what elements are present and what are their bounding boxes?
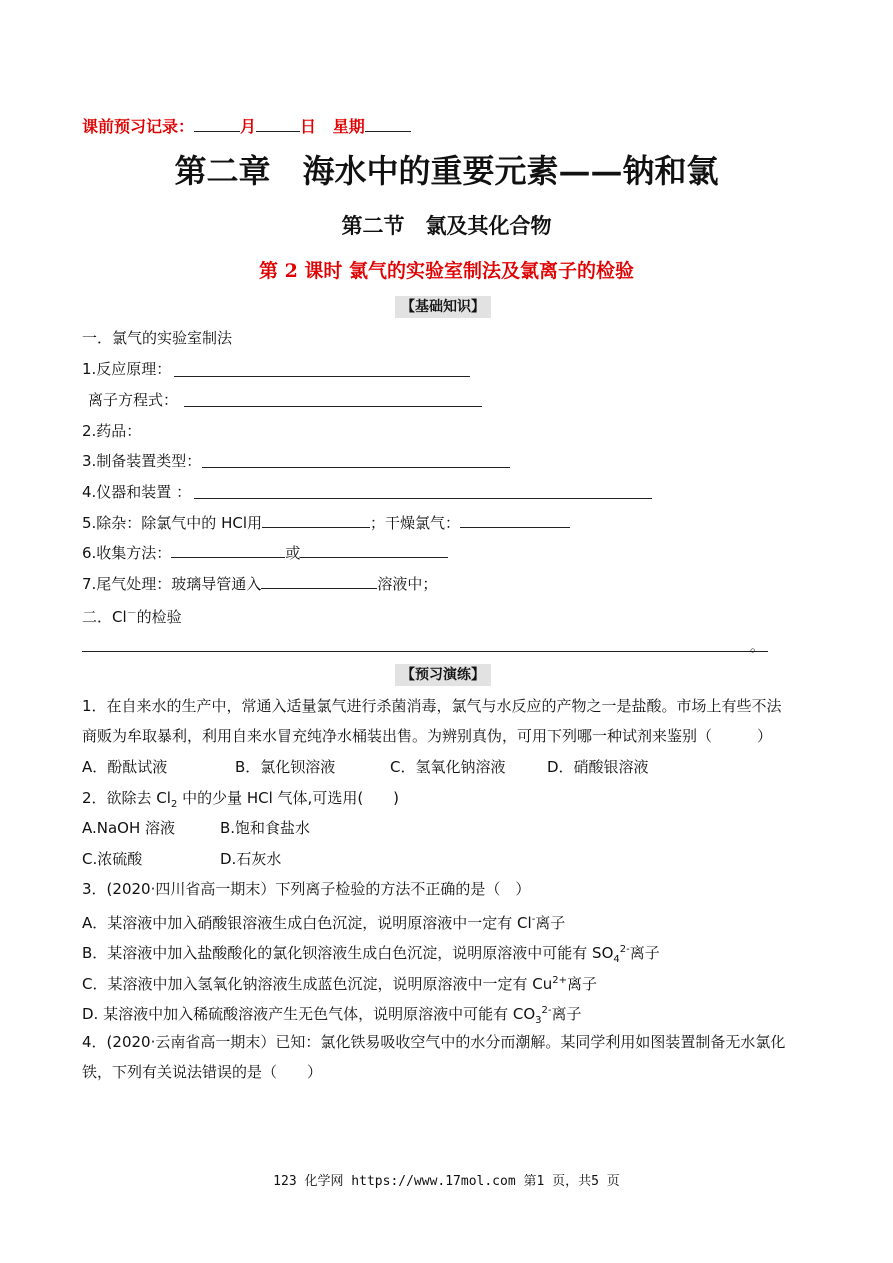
practice-tag: 【预习演练】 — [395, 664, 491, 686]
item-6-row — [82, 543, 448, 563]
day-blank[interactable] — [256, 117, 300, 132]
q1-option-d[interactable]: D．硝酸银溶液 — [547, 758, 649, 776]
part2-title-b: 的检验 — [136, 608, 182, 626]
part2-sup: － — [126, 608, 137, 619]
weekday-label: 星期 — [332, 117, 365, 136]
item-3-label: 3.制备装置类型： — [82, 452, 202, 470]
month-label: 月 — [240, 117, 257, 136]
part2-title — [82, 604, 182, 627]
q3-a-sup: - — [531, 914, 536, 925]
item-7-row — [82, 574, 437, 594]
day-label: 日 — [300, 117, 317, 136]
q1-option-a[interactable]: A．酚酞试液 — [82, 758, 168, 776]
item-5-dry-blank[interactable] — [460, 513, 570, 528]
q2-stem-b: 中的少量 HCl 气体,可选用( ) — [177, 789, 400, 807]
item-1-label: 1.反应原理： — [82, 360, 172, 378]
q2-option-a[interactable]: A.NaOH 溶液 — [82, 819, 176, 837]
item-5-row — [82, 513, 570, 533]
q3-option-a[interactable] — [82, 910, 565, 933]
item-6-label: 6.收集方法： — [82, 544, 172, 562]
item-5-dry-label: ；干燥氯气： — [370, 514, 461, 532]
record-prefix: 课前预习记录： — [82, 117, 195, 136]
item-2-label: 2.药品： — [82, 422, 142, 440]
q1-option-b[interactable]: B．氯化钡溶液 — [235, 758, 336, 776]
part2-period: 。 — [750, 637, 766, 655]
item-7-blank[interactable] — [261, 574, 377, 589]
item-6-blank-1[interactable] — [171, 543, 285, 558]
item-7-label: 7.尾气处理：玻璃导管通入 — [82, 575, 262, 593]
q3-d-text: D. 某溶液中加入稀硫酸溶液产生无色气体，说明原溶液中可能有 CO — [82, 1005, 536, 1023]
q4-line-1: 4．(2020·云南省高一期末）已知：氯化铁易吸收空气中的水分而潮解。某同学利用如图装置制备无水氯化 — [82, 1033, 786, 1051]
item-6-or: 或 — [285, 544, 301, 562]
q4-line-2: 铁，下列有关说法错误的是（ ） — [82, 1063, 323, 1081]
q3-d-sup: 2- — [541, 1005, 552, 1016]
q2-stem — [82, 788, 399, 815]
q3-c-sup: 2+ — [552, 975, 567, 986]
q2-stem-sub: 2 — [170, 799, 178, 810]
q3-stem: 3．(2020·四川省高一期末）下列离子检验的方法不正确的是（ ） — [82, 880, 531, 898]
item-6-blank-2[interactable] — [300, 543, 448, 558]
chapter-title: 第二章 海水中的重要元素——钠和氯 — [174, 152, 719, 190]
part2-answer-line[interactable] — [82, 651, 768, 652]
item-4-label: 4.仪器和装置 ： — [82, 483, 192, 501]
q3-b-sub: 4 — [613, 954, 620, 965]
item-1b-answer-line[interactable] — [184, 406, 482, 407]
weekday-blank[interactable] — [365, 117, 411, 132]
q3-c-text: C．某溶液中加入氢氧化钠溶液生成蓝色沉淀，说明原溶液中一定有 Cu — [82, 975, 553, 993]
q3-d-sub: 3 — [535, 1015, 542, 1026]
item-5-label: 5.除杂：除氯气中的 HCl用 — [82, 514, 263, 532]
q3-option-d[interactable] — [82, 1001, 582, 1031]
item-5-hcl-blank[interactable] — [262, 513, 370, 528]
q2-option-b[interactable]: B.饱和食盐水 — [220, 819, 311, 837]
item-3-answer-line[interactable] — [202, 467, 510, 468]
q2-stem-a: 2．欲除去 Cl — [82, 789, 171, 807]
q3-b-suffix: 离子 — [629, 944, 660, 962]
q2-option-c[interactable]: C.浓硫酸 — [82, 850, 143, 868]
record-line — [82, 114, 411, 137]
part2-title-a: 二．Cl — [82, 608, 127, 626]
page-footer: 123 化学网 https://www.17mol.com 第1 页，共5 页 — [273, 1174, 620, 1189]
q3-d-suffix: 离子 — [551, 1005, 582, 1023]
item-1b-label: 离子方程式： — [88, 391, 179, 409]
q1-line-1: 1．在自来水的生产中，常通入适量氯气进行杀菌消毒，氯气与水反应的产物之一是盐酸。市场上有些不法 — [82, 697, 782, 715]
section-title: 第二节 氯及其化合物 — [341, 213, 552, 238]
q3-b-text: B．某溶液中加入盐酸酸化的氯化钡溶液生成白色沉淀，说明原溶液中可能有 SO — [82, 944, 614, 962]
q2-option-d[interactable]: D.石灰水 — [220, 850, 282, 868]
basic-knowledge-tag: 【基础知识】 — [395, 296, 491, 318]
q3-option-b[interactable] — [82, 940, 660, 970]
item-4-answer-line[interactable] — [194, 498, 652, 499]
item-1-answer-line[interactable] — [174, 376, 470, 377]
q3-a-text: A．某溶液中加入硝酸银溶液生成白色沉淀，说明原溶液中一定有 Cl — [82, 914, 532, 932]
q1-option-c[interactable]: C．氢氧化钠溶液 — [390, 758, 506, 776]
q3-b-sup: 2- — [619, 944, 630, 955]
q3-c-suffix: 离子 — [566, 975, 597, 993]
month-blank[interactable] — [194, 117, 240, 132]
q3-a-suffix: 离子 — [535, 914, 566, 932]
part1-title: 一．氯气的实验室制法 — [82, 329, 233, 347]
item-7-suffix: 溶液中； — [377, 575, 438, 593]
q1-line-2: 商贩为牟取暴利，利用自来水冒充纯净水桶装出售。为辨别真伪，可用下列哪一种试剂来鉴别（ ） — [82, 727, 773, 745]
q3-option-c[interactable] — [82, 971, 597, 994]
lesson-title: 第 2 课时 氯气的实验室制法及氯离子的检验 — [258, 260, 635, 282]
